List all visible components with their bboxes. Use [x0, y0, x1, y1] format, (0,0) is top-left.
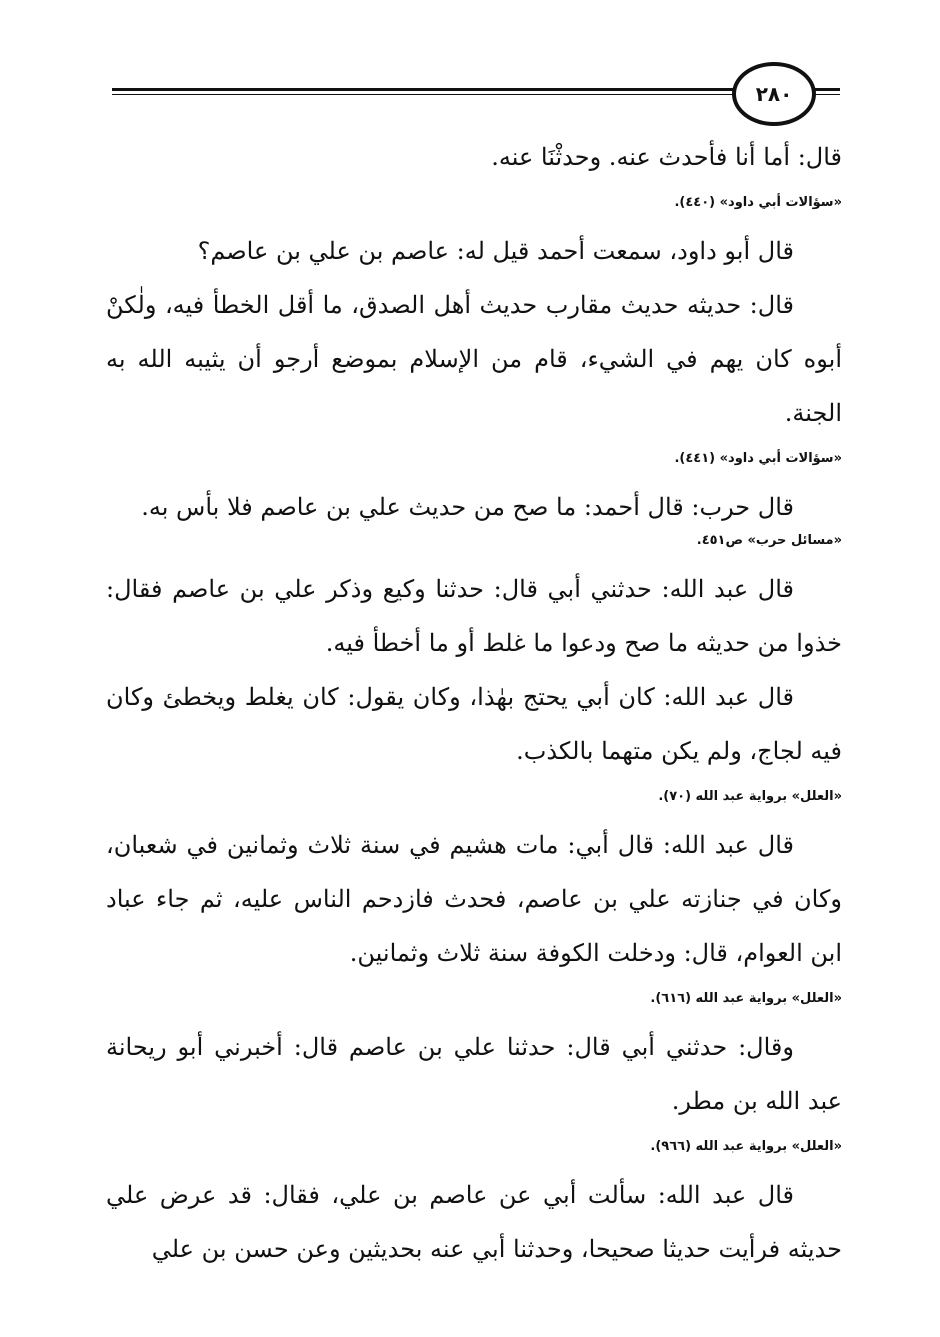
page-header [112, 62, 840, 122]
page-body [106, 130, 842, 1276]
source-citation: «سؤالات أبي داود» (٤٤١). [674, 451, 842, 466]
paragraph: قال عبد الله: كان أبي يحتج بهٰذا، وكان يقول: كان يغلط ويخطئ وكان فيه لجاج، ولم يكن متهما بالكذب. [106, 683, 842, 765]
source-citation: «مسائل حرب» ص٤٥١. [696, 533, 842, 548]
source-citation: «العلل» برواية عبد الله (٧٠). [658, 789, 842, 804]
header-rule-thick [112, 88, 840, 91]
source-citation: «العلل» برواية عبد الله (٦١٦). [650, 991, 842, 1006]
paragraph: قال عبد الله: سألت أبي عن عاصم بن علي، فقال: قد عرض علي حديثه فرأيت حديثا صحيحا، وحدثنا أبي عنه بحديثين وعن حسن بن علي [106, 1181, 842, 1263]
header-rule-thin [112, 94, 840, 95]
source-citation: «سؤالات أبي داود» (٤٤٠). [674, 195, 842, 210]
paragraph: قال أبو داود، سمعت أحمد قيل له: عاصم بن علي بن عاصم؟ [197, 237, 794, 265]
paragraph: وقال: حدثني أبي قال: حدثنا علي بن عاصم قال: أخبرني أبو ريحانة عبد الله بن مطر. [106, 1033, 842, 1115]
paragraph: قال: أما أنا فأحدث عنه. وحدثْنَا عنه. [491, 143, 842, 171]
paragraph: قال: حديثه حديث مقارب حديث أهل الصدق، ما أقل الخطأ فيه، ولٰكنْ أبوه كان يهم في الشيء، قام من الإسلام بموضع أرجو أن يثيبه الله به الجنة. [106, 291, 842, 427]
paragraph: قال عبد الله: قال أبي: مات هشيم في سنة ثلاث وثمانين في شعبان، وكان في جنازته علي بن عاصم، فحدث فازدحم الناس عليه، ثم جاء عباد ابن العوام، قال: ودخلت الكوفة سنة ثلاث وثمانين. [106, 831, 842, 967]
page-number: ٢٨٠ [732, 62, 816, 126]
source-citation: «العلل» برواية عبد الله (٩٦٦). [650, 1139, 842, 1154]
paragraph: قال عبد الله: حدثني أبي قال: حدثنا وكيع وذكر علي بن عاصم فقال: خذوا من حديثه ما صح ودعوا ما غلط أو ما أخطأ فيه. [106, 575, 842, 657]
paragraph: قال حرب: قال أحمد: ما صح من حديث علي بن عاصم فلا بأس به. [141, 493, 794, 521]
